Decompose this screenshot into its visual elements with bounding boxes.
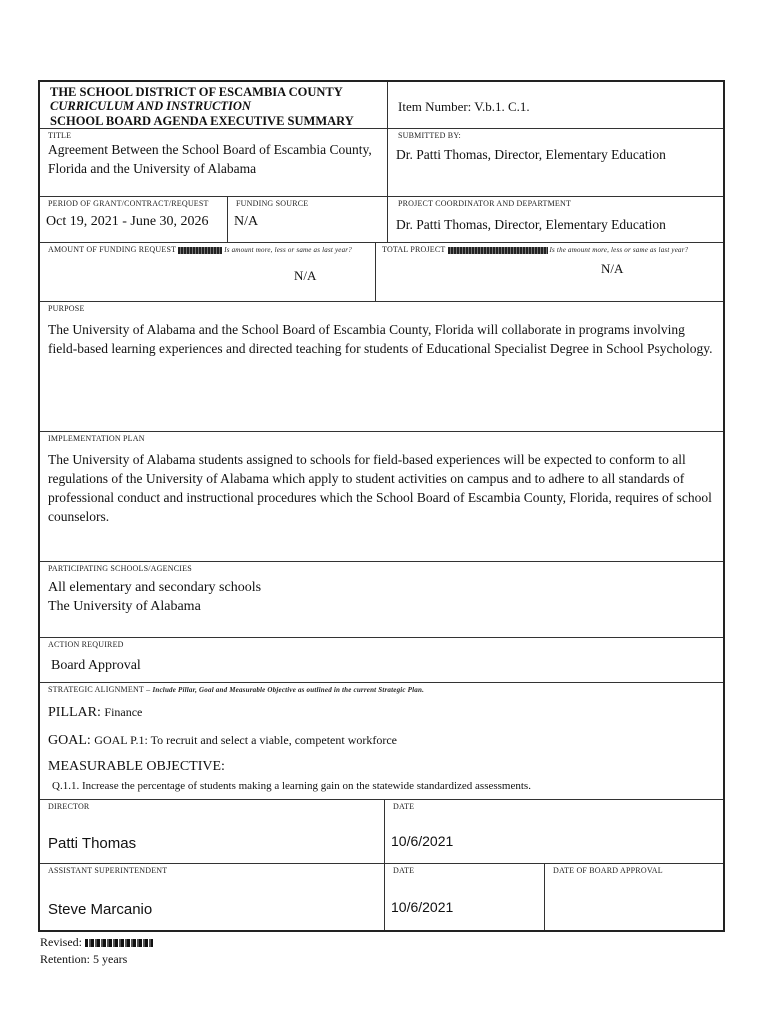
participating-line-2: The University of Alabama — [48, 599, 201, 614]
goal-label: GOAL: — [48, 733, 91, 748]
total-project-label-text: TOTAL PROJECT — [382, 245, 446, 254]
amount-requested-value: N/A — [294, 268, 317, 283]
title-cell — [40, 129, 388, 197]
summary-title: SCHOOL BOARD AGENDA EXECUTIVE SUMMARY — [50, 114, 354, 128]
director-value: Patti Thomas — [48, 835, 137, 852]
redaction-mark — [178, 247, 222, 254]
coordinator-cell — [388, 197, 723, 243]
total-project-value: N/A — [601, 261, 624, 276]
submitted-by-value: Dr. Patti Thomas, Director, Elementary Education — [396, 147, 666, 162]
period-label: PERIOD OF GRANT/CONTRACT/REQUEST — [48, 199, 209, 208]
pillar-row — [48, 703, 142, 722]
assistant-date-label: DATE — [393, 866, 415, 875]
department-name: CURRICULUM AND INSTRUCTION — [50, 99, 251, 113]
assistant-cell — [40, 864, 385, 930]
board-approval-label: DATE OF BOARD APPROVAL — [553, 866, 663, 875]
pillar-value: Finance — [104, 705, 143, 719]
district-name: THE SCHOOL DISTRICT OF ESCAMBIA COUNTY — [50, 85, 343, 99]
director-date-value: 10/6/2021 — [391, 833, 454, 849]
header-cell — [40, 82, 388, 129]
board-approval-cell — [545, 864, 723, 930]
period-cell — [40, 197, 228, 243]
amount-requested-label-text: AMOUNT OF FUNDING REQUEST — [48, 245, 177, 254]
title-label: TITLE — [48, 131, 72, 140]
purpose-value: The University of Alabama and the School Board of Escambia County, Florida will collaborate in programs involving field-based learning experiences and directed teaching for students of Educational Specialist Degree in School Psychology. — [48, 322, 713, 356]
total-project-label — [382, 245, 688, 254]
executive-summary-form — [38, 80, 725, 932]
revised-line — [40, 935, 153, 950]
item-number-cell — [388, 82, 723, 129]
amount-requested-label — [48, 245, 352, 254]
goal-row — [48, 731, 397, 750]
assistant-value: Steve Marcanio — [48, 901, 153, 918]
assistant-date-value: 10/6/2021 — [391, 899, 454, 915]
director-date-cell — [385, 800, 723, 864]
item-number: Item Number: V.b.1. C.1. — [398, 99, 530, 114]
assistant-date-cell — [385, 864, 545, 930]
director-date-label: DATE — [393, 802, 415, 811]
implementation-cell — [40, 432, 723, 562]
redaction-mark — [85, 939, 153, 947]
submitted-by-cell — [388, 129, 723, 197]
total-project-cell — [376, 243, 723, 302]
redaction-mark — [448, 247, 548, 254]
funding-source-cell — [228, 197, 388, 243]
action-cell — [40, 638, 723, 683]
coordinator-value: Dr. Patti Thomas, Director, Elementary Education — [396, 217, 666, 232]
implementation-value: The University of Alabama students assigned to schools for field-based experiences will be expected to conform to all regulations of the University of Alabama which apply to student activities on campus and to adhere to all standards of professional conduct and instructional procedures which the School Board of Escambia County, Florida, requires of school counselors. — [48, 452, 712, 524]
funding-source-value: N/A — [234, 214, 259, 229]
purpose-label: PURPOSE — [48, 304, 85, 313]
participating-label: PARTICIPATING SCHOOLS/AGENCIES — [48, 564, 192, 573]
director-label: DIRECTOR — [48, 802, 90, 811]
strategic-label — [48, 685, 424, 694]
strategic-label-text: STRATEGIC ALIGNMENT – — [48, 685, 151, 694]
objective-value: Q.1.1. Increase the percentage of students making a learning gain on the statewide standardized assessments. — [52, 780, 531, 792]
revised-label: Revised: — [40, 935, 82, 949]
implementation-label: IMPLEMENTATION PLAN — [48, 434, 145, 443]
goal-value: GOAL P.1: To recruit and select a viable, competent workforce — [94, 733, 398, 747]
title-value: Agreement Between the School Board of Escambia County, Florida and the University of Alabama — [48, 142, 372, 176]
total-project-hint: Is the amount more, less or same as last year? — [549, 246, 689, 254]
retention-line: Retention: 5 years — [40, 952, 128, 966]
amount-requested-cell — [40, 243, 376, 302]
action-label: ACTION REQUIRED — [48, 640, 124, 649]
strategic-note: Include Pillar, Goal and Measurable Objective as outlined in the current Strategic Plan. — [152, 686, 425, 694]
strategic-cell — [40, 683, 723, 800]
action-value: Board Approval — [51, 658, 141, 673]
participating-cell — [40, 562, 723, 638]
assistant-label: ASSISTANT SUPERINTENDENT — [48, 866, 168, 875]
purpose-cell — [40, 302, 723, 432]
pillar-label: PILLAR: — [48, 705, 101, 720]
funding-source-label: FUNDING SOURCE — [236, 199, 309, 208]
period-value: Oct 19, 2021 - June 30, 2026 — [46, 214, 209, 229]
objective-label: MEASURABLE OBJECTIVE: — [48, 759, 225, 774]
director-cell — [40, 800, 385, 864]
coordinator-label: PROJECT COORDINATOR AND DEPARTMENT — [398, 199, 572, 208]
participating-line-1: All elementary and secondary schools — [48, 580, 262, 595]
amount-requested-hint: Is amount more, less or same as last year? — [224, 246, 352, 254]
submitted-by-label: SUBMITTED BY: — [398, 131, 461, 140]
